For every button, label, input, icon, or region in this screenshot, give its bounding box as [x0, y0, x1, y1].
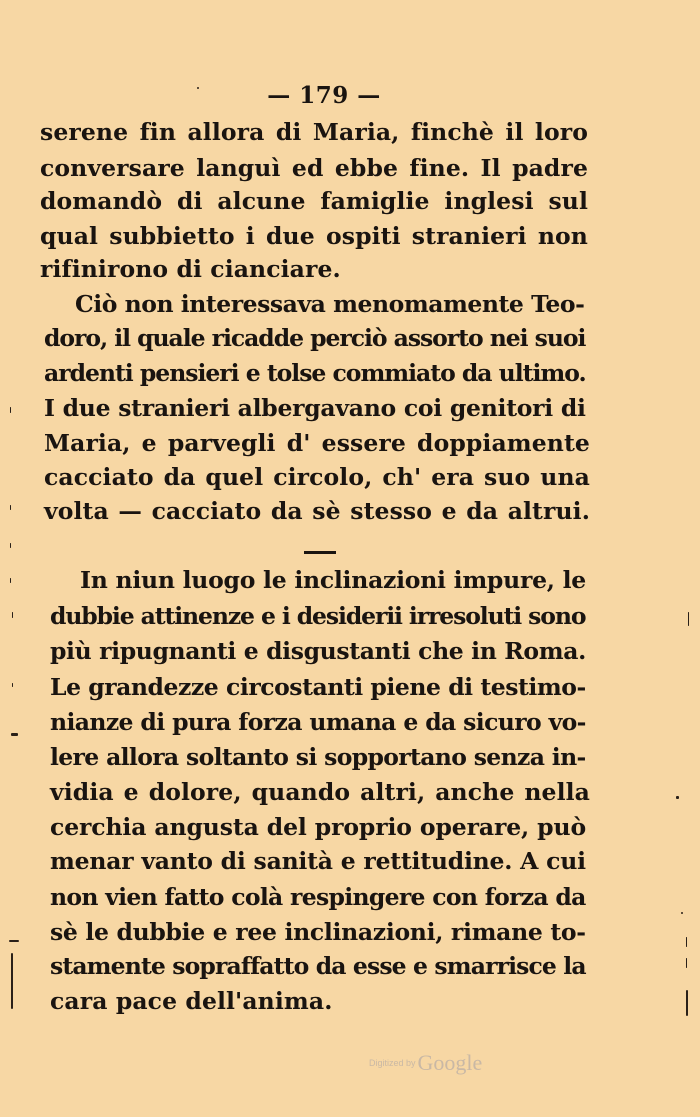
scan-speck: [686, 937, 687, 947]
text-line: vidia e dolore, quando altri, anche nella: [50, 778, 590, 806]
scan-speck: [12, 612, 13, 618]
text-line: cerchia angusta del proprio operare, può: [50, 813, 586, 841]
scan-speck: [10, 407, 11, 413]
page-number: — 179 —: [267, 82, 381, 109]
scan-speck: [10, 543, 11, 548]
text-line: serene fin allora di Maria, finchè il loro: [40, 118, 588, 146]
scan-speck: [9, 940, 19, 942]
text-line: qual subbietto i due ospiti stranieri non: [40, 222, 588, 250]
scan-speck: [197, 87, 199, 89]
text-line: nianze di pura forza umana e da sicuro vo-: [50, 708, 586, 736]
scan-speck: [11, 733, 18, 736]
digitized-watermark: [369, 1050, 482, 1076]
scan-speck: [12, 683, 13, 687]
text-line: conversare languì ed ebbe fine. Il padre: [40, 154, 588, 182]
text-line: I due stranieri albergavano coi genitori di: [44, 394, 586, 422]
watermark-prefix: Digitized by: [369, 1058, 416, 1068]
text-line: ardenti pensieri e tolse commiato da ultimo.: [44, 359, 586, 387]
scan-speck: [688, 612, 689, 626]
text-line: più ripugnanti e disgustanti che in Roma.: [50, 637, 586, 665]
text-line: menar vanto di sanità e rettitudine. A cui: [50, 847, 586, 875]
text-line: Le grandezze circostanti piene di testimo-: [50, 673, 586, 701]
scan-speck: [10, 505, 11, 510]
text-line: non vien fatto colà respingere con forza da: [50, 883, 586, 911]
text-line: cacciato da quel circolo, ch' era suo una: [44, 463, 590, 491]
text-line: doro, il quale ricadde perciò assorto nei suoi: [44, 324, 586, 352]
section-divider: [304, 551, 336, 554]
scan-speck: [681, 912, 683, 914]
google-logo: Google: [417, 1050, 483, 1075]
text-line: cara pace dell'anima.: [50, 987, 333, 1015]
scan-speck: [686, 958, 687, 968]
scan-speck: [11, 953, 13, 1009]
scan-speck: [686, 990, 688, 1016]
text-line: In niun luogo le inclinazioni impure, le: [80, 566, 586, 594]
text-line: volta — cacciato da sè stesso e da altrui.: [44, 497, 590, 525]
text-line: dubbie attinenze e i desiderii irresoluti sono: [50, 602, 586, 630]
text-line: Ciò non interessava menomamente Teo-: [75, 290, 585, 318]
scan-speck: [10, 578, 11, 583]
text-line: rifinirono di cianciare.: [40, 255, 341, 283]
scan-speck: [676, 796, 679, 799]
text-line: Maria, e parvegli d' essere doppiamente: [44, 429, 590, 457]
text-line: sè le dubbie e ree inclinazioni, rimane to-: [50, 918, 586, 946]
text-line: domandò di alcune famiglie inglesi sul: [40, 187, 588, 215]
text-line: stamente sopraffatto da esse e smarrisce la: [50, 952, 586, 980]
text-line: lere allora soltanto si sopportano senza in-: [50, 743, 586, 771]
